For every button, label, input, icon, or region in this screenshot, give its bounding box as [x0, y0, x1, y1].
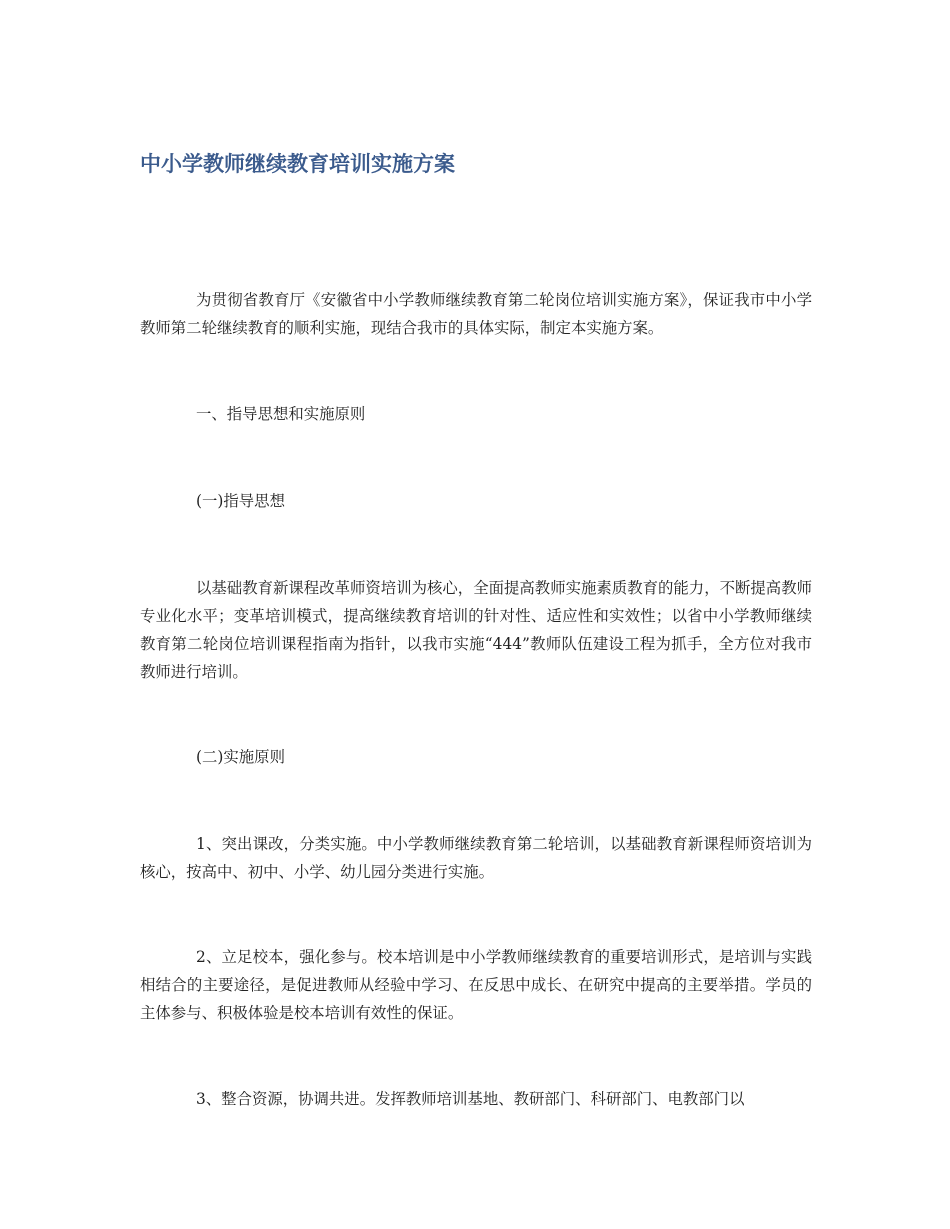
subsection-heading-guiding-thought: (一)指导思想: [196, 492, 285, 510]
principle-1-paragraph: 1、突出课改，分类实施。中小学教师继续教育第二轮培训，以基础教育新课程师资培训为核心，按高中、初中、小学、幼儿园分类进行实施。: [140, 835, 812, 881]
section-heading-guiding-principles: 一、指导思想和实施原则: [196, 405, 366, 423]
document-title: 中小学教师继续教育培训实施方案: [140, 152, 455, 176]
subsection-heading-implementation-principles: (二)实施原则: [196, 748, 285, 766]
principle-3-paragraph: 3、整合资源，协调共进。发挥教师培训基地、教研部门、科研部门、电教部门以: [196, 1090, 745, 1108]
guiding-thought-paragraph: 以基础教育新课程改革师资培训为核心，全面提高教师实施素质教育的能力，不断提高教师专业化水平；变革培训模式，提高继续教育培训的针对性、适应性和实效性；以省中小学教师继续教育第二轮岗位培训课程指南为指针，以我市实施“444”教师队伍建设工程为抓手，全方位对我市教师进行培训。: [140, 579, 812, 681]
principle-2-paragraph: 2、立足校本，强化参与。校本培训是中小学教师继续教育的重要培训形式，是培训与实践相结合的主要途径，是促进教师从经验中学习、在反思中成长、在研究中提高的主要举措。学员的主体参与、积极体验是校本培训有效性的保证。: [140, 948, 812, 1022]
intro-paragraph: 为贯彻省教育厅《安徽省中小学教师继续教育第二轮岗位培训实施方案》，保证我市中小学教师第二轮继续教育的顺利实施，现结合我市的具体实际，制定本实施方案。: [140, 291, 812, 337]
